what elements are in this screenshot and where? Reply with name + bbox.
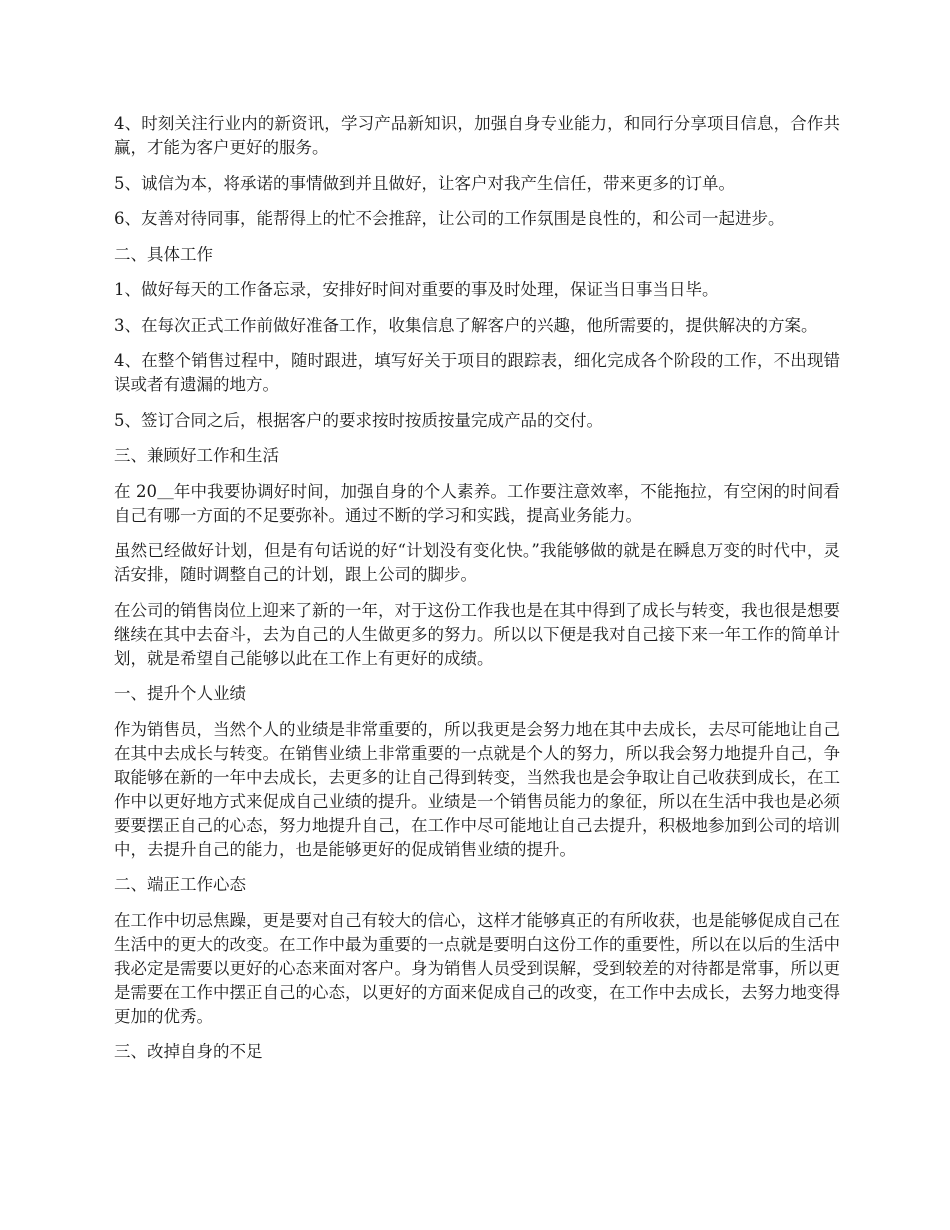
list-item-4b: 4、在整个销售过程中，随时跟进，填写好关于项目的跟踪表，细化完成各个阶段的工作，不出现错误或者有遗漏的地方。 [114, 351, 840, 394]
body-paragraph: 在公司的销售岗位上迎来了新的一年，对于这份工作我也是在其中得到了成长与转变，我也很是想要继续在其中去奋斗，去为自己的人生做更多的努力。所以以下便是我对自己接下来一年工作的简单计划，就是希望自己能够以此在工作上有更好的成绩。 [114, 600, 840, 668]
body-paragraph: 虽然已经做好计划，但是有句话说的好“计划没有变化快。”我能够做的就是在瞬息万变的时代中，灵活安排，随时调整自己的计划，跟上公司的脚步。 [114, 541, 840, 584]
body-paragraph: 在工作中切忌焦躁，更是要对自己有较大的信心，这样才能够真正的有所收获，也是能够促成自己在生活中的更大的改变。在工作中最为重要的一点就是要明白这份工作的重要性，所以在以后的生活中我必定是需要以更好的心态来面对客户。身为销售人员受到误解，受到较差的对待都是常事，所以更是需要在工作中摆正自己的心态，以更好的方面来促成自己的改变，在工作中去成长，去努力地变得更加的优秀。 [114, 910, 840, 1026]
document-page [114, 112, 840, 1076]
body-paragraph: 作为销售员，当然个人的业绩是非常重要的，所以我更是会努力地在其中去成长，去尽可能地让自己在其中去成长与转变。在销售业绩上非常重要的一点就是个人的努力，所以我会努力地提升自己，争取能够在新的一年中去成长，去更多的让自己得到转变，当然我也是会争取让自己收获到成长，在工作中以更好地方式来促成自己业绩的提升。业绩是一个销售员能力的象征，所以在生活中我也是必须要要摆正自己的心态，努力地提升自己，在工作中尽可能地让自己去提升，积极地参加到公司的培训中，去提升自己的能力，也是能够更好的促成销售业绩的提升。 [114, 719, 840, 859]
list-item-1: 1、做好每天的工作备忘录，安排好时间对重要的事及时处理，保证当日事当日毕。 [114, 280, 719, 299]
section-heading-shortcomings: 三、改掉自身的不足 [114, 1042, 263, 1061]
section-heading-specific-work: 二、具体工作 [114, 244, 213, 264]
list-item-6: 6、友善对待同事，能帮得上的忙不会推辞，让公司的工作氛围是良性的，和公司一起进步。 [114, 209, 785, 228]
section-heading-work-life: 三、兼顾好工作和生活 [114, 446, 279, 465]
section-heading-mindset: 二、端正工作心态 [114, 875, 246, 894]
list-item-4: 4、时刻关注行业内的新资讯，学习产品新知识，加强自身专业能力，和同行分享项目信息，合作共赢，才能为客户更好的服务。 [114, 114, 840, 157]
list-item-5b: 5、签订合同之后，根据客户的要求按时按质按量完成产品的交付。 [114, 410, 603, 430]
section-heading-performance: 一、提升个人业绩 [114, 684, 246, 703]
list-item-3: 3、在每次正式工作前做好准备工作，收集信息了解客户的兴趣，他所需要的，提供解决的方案。 [114, 315, 818, 335]
list-item-5: 5、诚信为本，将承诺的事情做到并且做好，让客户对我产生信任，带来更多的订单。 [114, 173, 735, 193]
body-paragraph: 在 20＿年中我要协调好时间，加强自身的个人素养。工作要注意效率，不能拖拉，有空闲的时间看自己有哪一方面的不足要弥补。通过不断的学习和实践，提高业务能力。 [114, 481, 840, 525]
